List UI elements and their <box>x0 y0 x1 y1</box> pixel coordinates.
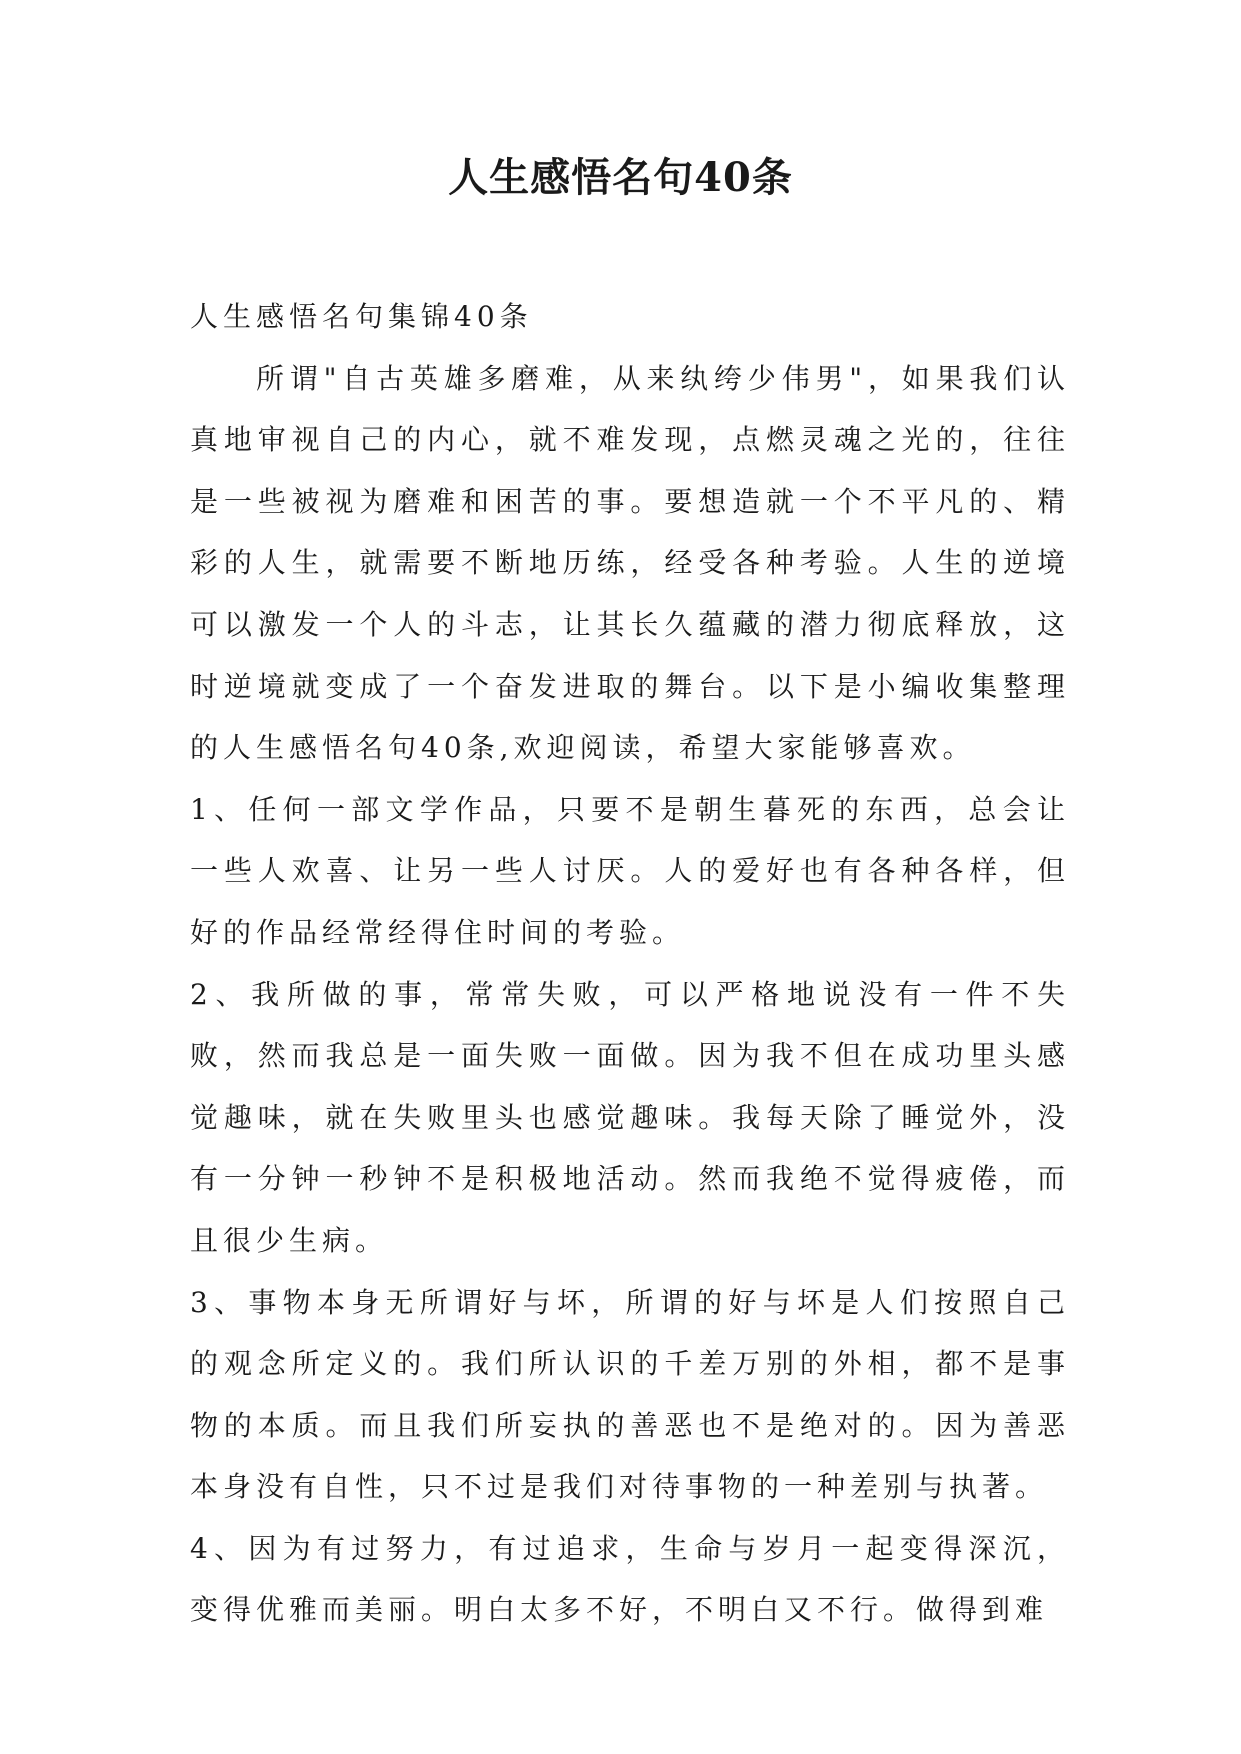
document-title: 人生感悟名句40条 <box>448 154 793 201</box>
quote-item-1: 1、任何一部文学作品，只要不是朝生暮死的东西，总会让一些人欢喜、让另一些人讨厌。人的爱好也有各种各样，但好的作品经常经得住时间的考验。 <box>190 792 1070 949</box>
quote-item-3: 3、事物本身无所谓好与坏，所谓的好与坏是人们按照自己的观念所定义的。我们所认识的千差万别的外相，都不是事物的本质。而且我们所妄执的善恶也不是绝对的。因为善恶本身没有自性，只不过是我们对待事物的一种差别与执著。 <box>190 1285 1070 1504</box>
quote-item-4: 4、因为有过努力，有过追求，生命与岁月一起变得深沉，变得优雅而美丽。明白太多不好，不明白又不行。做得到难 <box>190 1531 1070 1627</box>
intro-paragraph: 所谓"自古英雄多磨难，从来纨绔少伟男"，如果我们认真地审视自己的内心，就不难发现，点燃灵魂之光的，往往是一些被视为磨难和困苦的事。要想造就一个不平凡的、精彩的人生，就需要不断地历练，经受各种考验。人生的逆境可以激发一个人的斗志，让其长久蕴藏的潜力彻底释放，这时逆境就变成了一个奋发进取的舞台。以下是小编收集整理的人生感悟名句40条,欢迎阅读，希望大家能够喜欢。 <box>190 361 1070 765</box>
quote-item-2: 2、我所做的事，常常失败，可以严格地说没有一件不失败，然而我总是一面失败一面做。因为我不但在成功里头感觉趣味，就在失败里头也感觉趣味。我每天除了睡觉外，没有一分钟一秒钟不是积极地活动。然而我绝不觉得疲倦，而且很少生病。 <box>190 977 1070 1257</box>
document-body <box>190 286 1070 1641</box>
document-subtitle: 人生感悟名句集锦40条 <box>190 300 533 333</box>
